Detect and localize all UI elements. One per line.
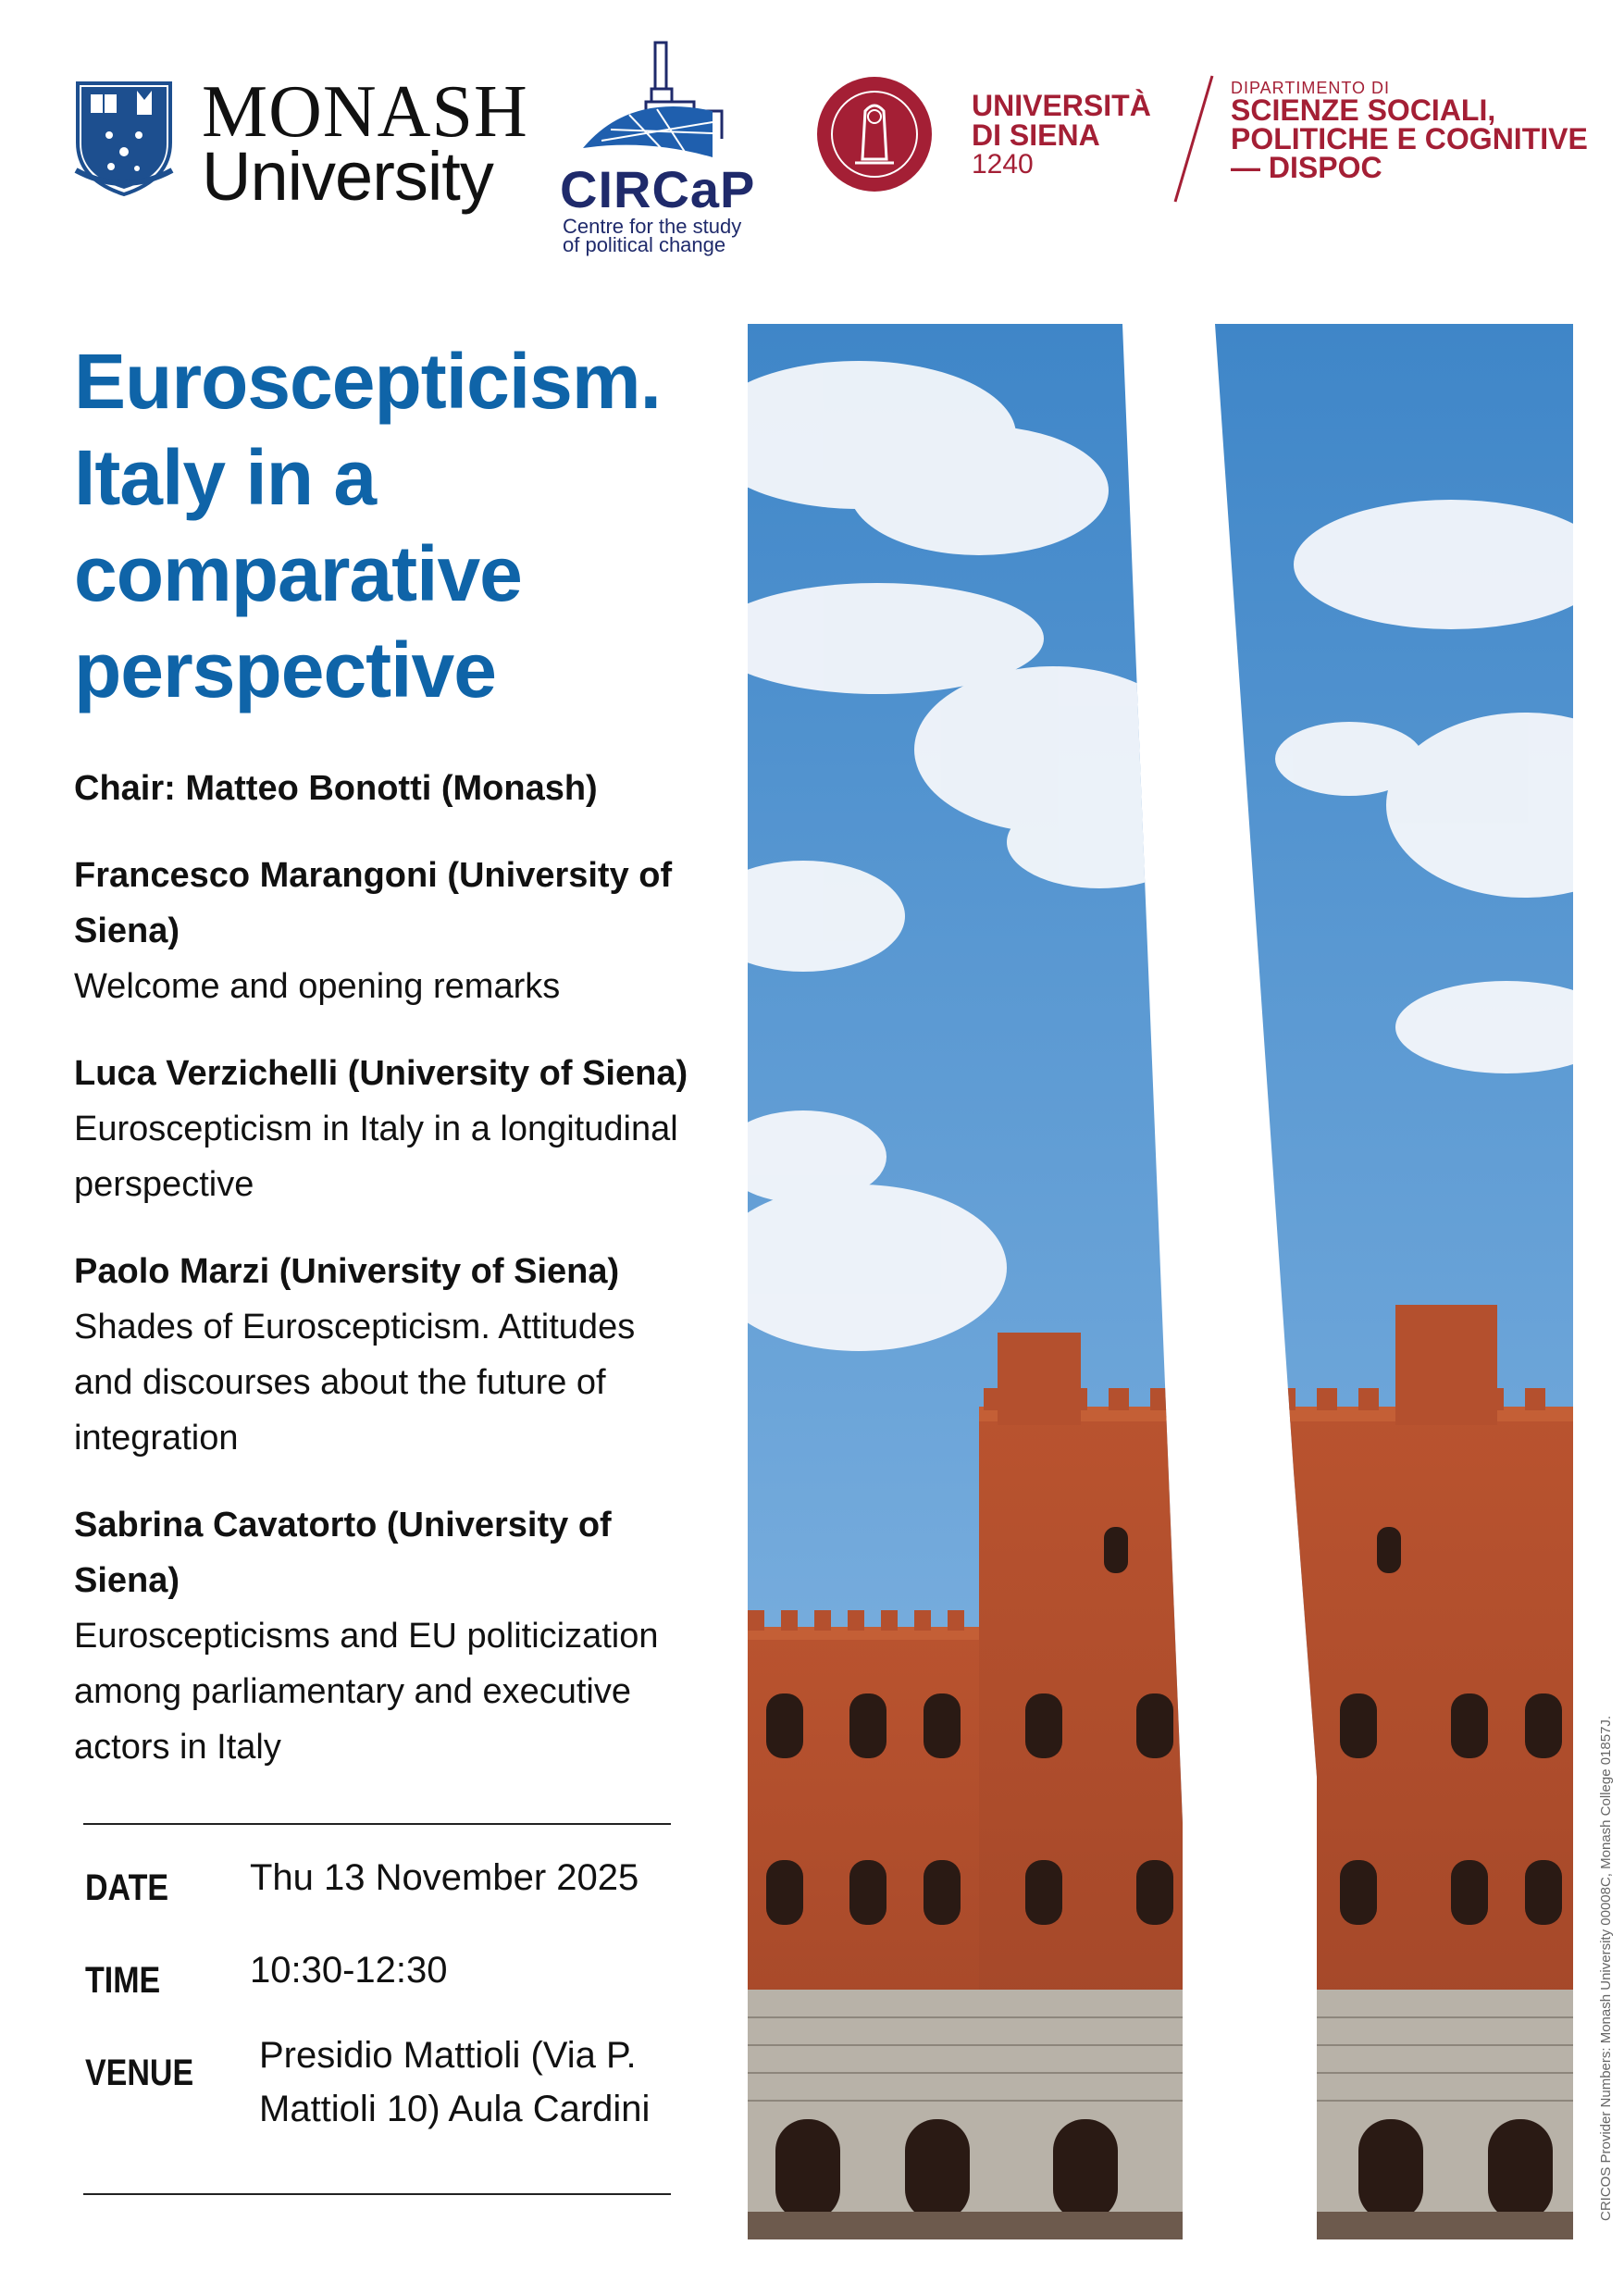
circap-subtitle-line2: of political change (563, 233, 726, 256)
talk-title: Welcome and opening remarks (74, 967, 561, 1006)
circap-tower-icon (574, 37, 750, 171)
speaker-name: Siena) (74, 912, 180, 950)
dispoc-line1: SCIENZE SOCIALI, (1231, 93, 1496, 127)
monash-logo (72, 71, 528, 215)
circap-name: CIRCaP (560, 160, 756, 218)
siena-logo (814, 74, 1601, 213)
siena-seal-icon (814, 74, 935, 194)
venue-label: VENUE (85, 2053, 194, 2093)
talk-title: Shades of Euroscepticism. Attitudes (74, 1308, 636, 1346)
venue-value-line1: Presidio Mattioli (Via P. (259, 2035, 637, 2076)
title-line4: perspective (74, 626, 496, 713)
talk-title: Euroscepticism in Italy in a longitudinal (74, 1110, 678, 1148)
palazzo-pubblico-photo (748, 324, 1573, 2239)
event-title (74, 333, 722, 718)
time-value: 10:30-12:30 (250, 1950, 448, 1991)
time-label: TIME (85, 1960, 161, 2001)
monash-subtitle: University (202, 138, 493, 215)
speaker-name: Siena) (74, 1561, 180, 1600)
talk-title: among parliamentary and executive (74, 1672, 632, 1711)
cricos-note: CRICOS Provider Numbers: Monash University 00008C, Monash College 01857J. (1598, 1715, 1614, 2221)
chair: Chair: Matteo Bonotti (Monash) (74, 769, 598, 808)
dispoc-line0: DIPARTIMENTO DI (1231, 79, 1391, 97)
speaker-name: Francesco Marangoni (University of (74, 856, 673, 895)
siena-name-line2: DI SIENA (972, 118, 1100, 152)
date-value: Thu 13 November 2025 (250, 1857, 639, 1898)
talk-title: integration (74, 1419, 239, 1458)
speaker-name: Sabrina Cavatorto (University of (74, 1506, 612, 1544)
dispoc-line2: POLITICHE E COGNITIVE (1231, 122, 1588, 155)
circap-logo (555, 37, 777, 256)
divider-top (83, 1823, 671, 1825)
talk-title: Euroscepticisms and EU politicization (74, 1617, 659, 1656)
monash-crest-icon (72, 78, 176, 198)
monash-name: MONASH (202, 71, 528, 153)
divider-bottom (83, 2193, 671, 2195)
title-line2: Italy in a (74, 434, 377, 521)
talk-title: actors in Italy (74, 1728, 281, 1767)
talk-title: and discourses about the future of (74, 1363, 606, 1402)
dispoc-line3: — DISPOC (1231, 151, 1382, 184)
siena-name-line1: UNIVERSITÀ (972, 89, 1151, 122)
title-line3: comparative (74, 530, 522, 617)
venue-value-line2: Mattioli 10) Aula Cardini (259, 2089, 651, 2129)
divider-slash (1166, 74, 1221, 204)
speaker-name: Luca Verzichelli (University of Siena) (74, 1054, 688, 1093)
title-line1: Euroscepticism. (74, 338, 661, 425)
speaker-name: Paolo Marzi (University of Siena) (74, 1252, 620, 1291)
program (74, 761, 740, 1775)
talk-title: perspective (74, 1165, 254, 1204)
siena-year: 1240 (972, 149, 1034, 180)
circap-subtitle-line1: Centre for the study (563, 215, 742, 238)
date-label: DATE (85, 1867, 169, 1908)
